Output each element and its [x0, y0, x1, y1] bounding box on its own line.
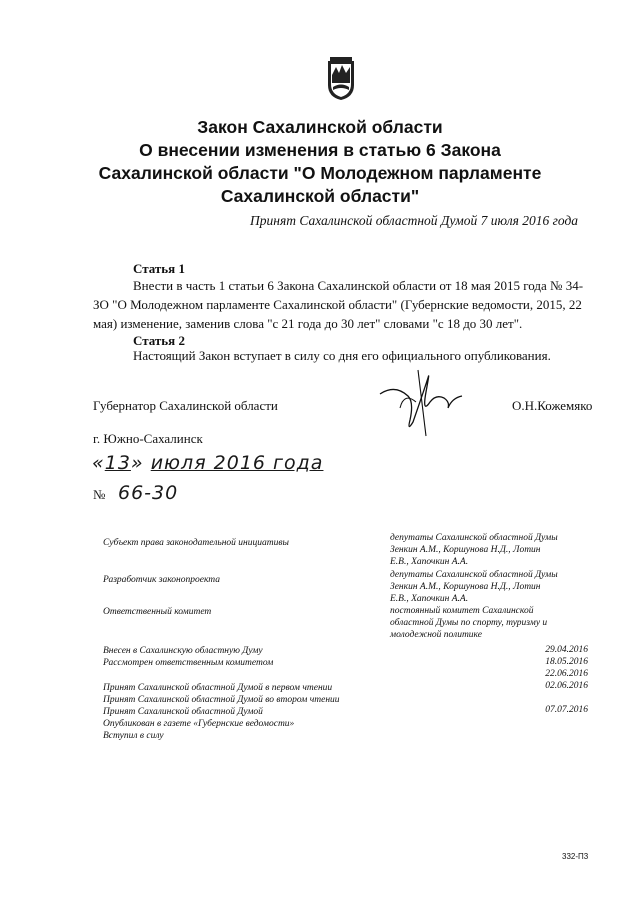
value-line: Зенкин А.М., Коршунова Н.Д., Лотин: [390, 545, 541, 555]
law-subtitle-line: Сахалинской области "О Молодежном парламенте: [98, 163, 542, 183]
first-reading-label: Принят Сахалинской областной Думой в первом чтении: [103, 683, 333, 693]
place-of-signing: г. Южно-Сахалинск: [93, 431, 203, 446]
law-subtitle-line: Сахалинской области": [220, 186, 420, 206]
law-subtitle-line: О внесении изменения в статью 6 Закона: [139, 140, 501, 160]
reviewed-date: 22.06.2016: [545, 669, 588, 679]
value-line: Зенкин А.М., Коршунова Н.Д., Лотин: [390, 582, 541, 592]
value-line: постоянный комитет Сахалинской: [390, 606, 534, 616]
initiative-value: [390, 532, 588, 568]
article-2-heading: Статья 2: [133, 333, 185, 348]
value-line: Е.В., Хапочкин А.А.: [390, 557, 469, 567]
reviewed-label: Рассмотрен ответственным комитетом: [103, 658, 274, 668]
signatory-name: О.Н.Кожемяко: [512, 398, 593, 413]
article-1-heading: Статья 1: [133, 261, 185, 276]
reviewed-date: 18.05.2016: [545, 657, 588, 667]
date-open-quote: «: [92, 452, 105, 474]
second-reading-label: Принят Сахалинской областной Думой во втором чтении: [103, 695, 340, 705]
introduced-date: 29.04.2016: [545, 645, 588, 655]
developer-label: Разработчик законопроекта: [103, 575, 221, 585]
coat-of-arms-icon: [326, 55, 356, 101]
handwritten-signature: [370, 362, 480, 442]
effective-label: Вступил в силу: [103, 731, 164, 741]
article-1-line: ЗО "О Молодежном парламенте Сахалинской области" (Губернские ведомости, 2015, 22: [93, 297, 582, 312]
signing-day: 13: [104, 452, 131, 474]
article-1-body: [93, 276, 585, 333]
law-number-label: №: [93, 487, 106, 502]
developer-value: [390, 569, 588, 605]
published-label: Опубликован в газете «Губернские ведомости»: [103, 719, 295, 729]
value-line: депутаты Сахалинской областной Думы: [390, 570, 558, 580]
value-line: депутаты Сахалинской областной Думы: [390, 533, 558, 543]
initiative-label: Субъект права законодательной инициативы: [103, 538, 289, 548]
signing-month-year: июля 2016 года: [150, 452, 324, 474]
published-date: 07.07.2016: [545, 705, 588, 715]
date-close-quote: »: [130, 452, 144, 474]
value-line: Е.В., Хапочкин А.А.: [390, 594, 469, 604]
article-2-body: Настоящий Закон вступает в силу со дня его официального опубликования.: [133, 348, 551, 363]
value-line: областной Думы по спорту, туризму и: [390, 618, 548, 628]
article-1-line: Внести в часть 1 статьи 6 Закона Сахалинской области от 18 мая 2015 года № 34-: [133, 278, 584, 293]
introduced-label: Внесен в Сахалинскую областную Думу: [103, 646, 263, 656]
signing-date: [92, 452, 323, 474]
document-code: 332-П3: [562, 852, 589, 861]
law-title: Закон Сахалинской области: [197, 117, 443, 137]
first-reading-date: 02.06.2016: [545, 681, 588, 691]
committee-value: [390, 605, 588, 641]
signatory-position: Губернатор Сахалинской области: [93, 398, 278, 413]
article-1-line: мая) изменение, заменив слова "с 21 года до 30 лет" словами "с 18 до 30 лет".: [93, 316, 523, 331]
adopted-label: Принят Сахалинской областной Думой: [103, 707, 263, 717]
value-line: молодежной политике: [390, 630, 482, 640]
adoption-note: Принят Сахалинской областной Думой 7 июля 2016 года: [250, 213, 579, 228]
committee-label: Ответственный комитет: [103, 607, 212, 617]
law-number: 66-30: [118, 482, 179, 504]
